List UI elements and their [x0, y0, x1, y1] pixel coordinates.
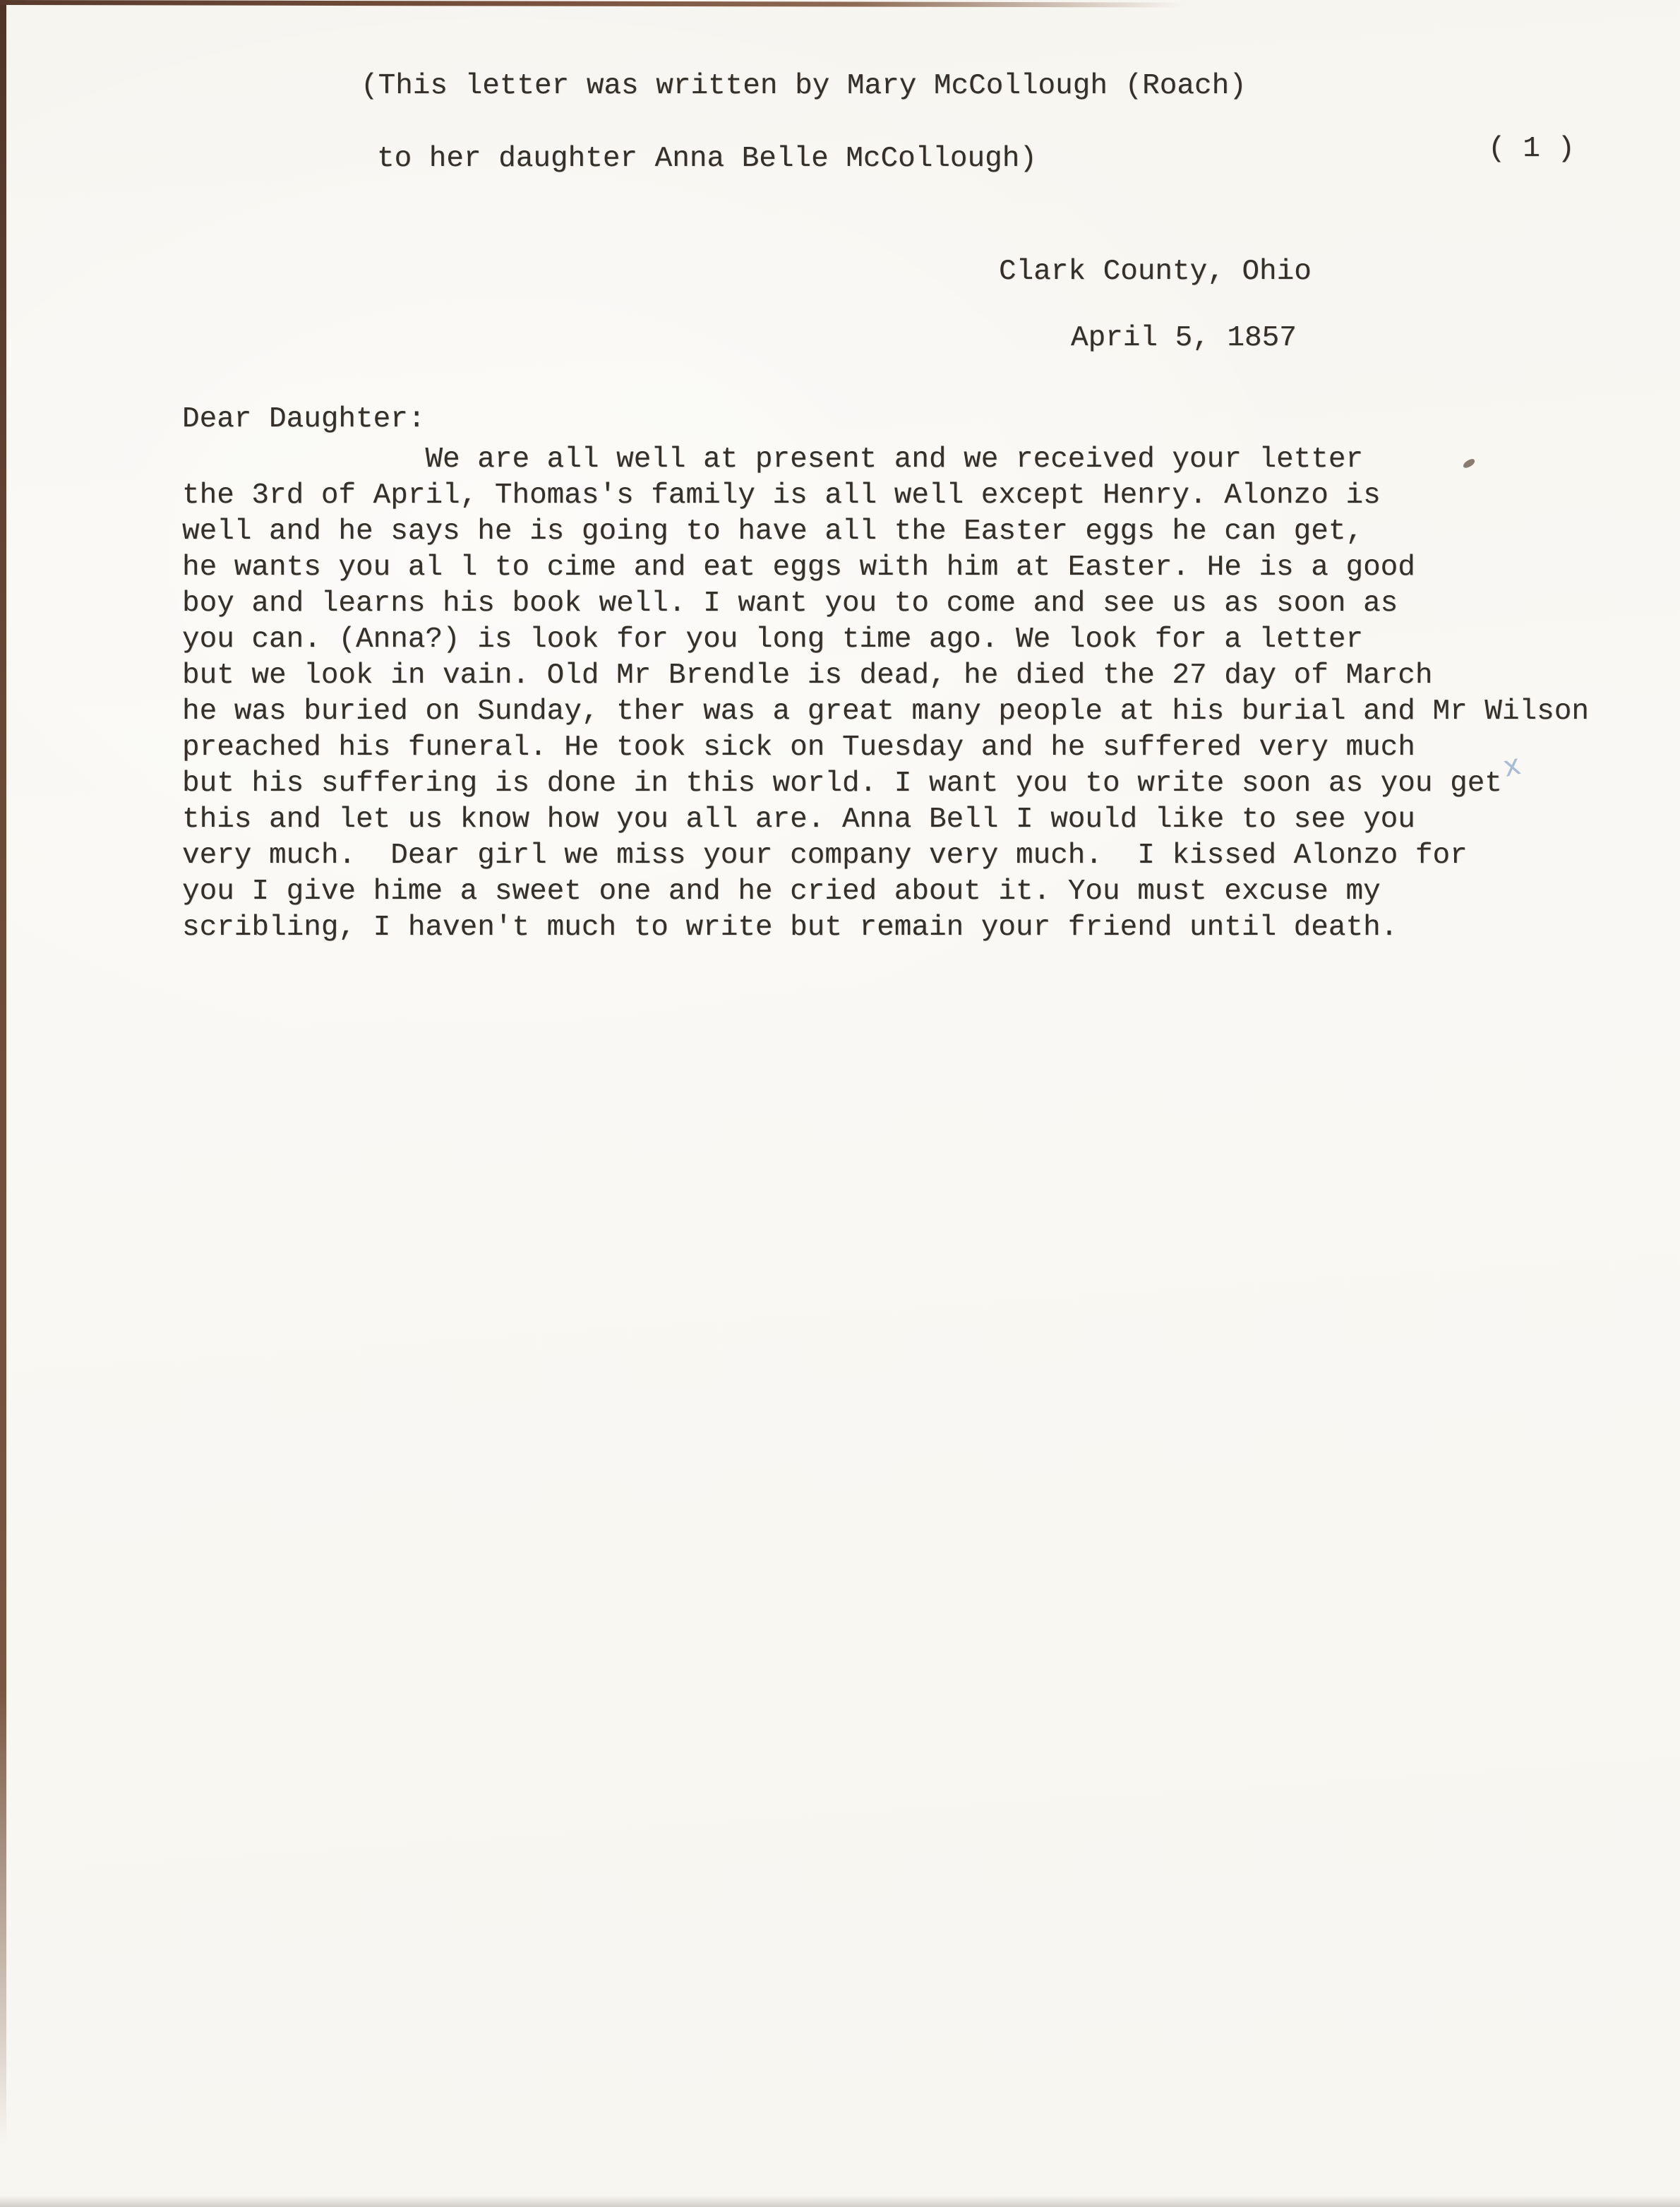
- scan-edge-left: [0, 0, 6, 2167]
- stray-ink-mark-blue: x: [1500, 748, 1524, 784]
- letter-line: well and he says he is going to have all the Easter eggs he can get,: [182, 515, 1364, 548]
- letter-line: very much. Dear girl we miss your company very much. I kissed Alonzo for: [182, 839, 1468, 872]
- dateline-date: April 5, 1857: [1071, 322, 1297, 354]
- letter-line: he wants you al l to cime and eat eggs with him at Easter. He is a good: [182, 551, 1415, 584]
- letter-line: We are all well at present and we received your letter: [182, 443, 1364, 476]
- letter-line: this and let us know how you all are. Anna Bell I would like to see you: [182, 803, 1415, 836]
- letter-line: the 3rd of April, Thomas's family is all well except Henry. Alonzo is: [182, 479, 1381, 512]
- letter-line: but his suffering is done in this world. I want you to write soon as you get: [182, 767, 1502, 800]
- page-number: ( 1 ): [1488, 133, 1576, 165]
- scan-edge-top: [0, 0, 1221, 8]
- letter-line: you I give hime a sweet one and he cried about it. You must excuse my: [182, 875, 1381, 908]
- scan-edge-bottom: [0, 2196, 1680, 2207]
- letter-line: he was buried on Sunday, ther was a great many people at his burial and Mr Wilson: [182, 695, 1589, 728]
- header-note-line2: to her daughter Anna Belle McCollough): [377, 143, 1037, 175]
- letter-line: but we look in vain. Old Mr Brendle is dead, he died the 27 day of March: [182, 659, 1433, 692]
- header-note-line1: (This letter was written by Mary McCollough (Roach): [361, 70, 1247, 102]
- letter-line: you can. (Anna?) is look for you long time ago. We look for a letter: [182, 623, 1364, 656]
- letter-line: boy and learns his book well. I want you to come and see us as soon as: [182, 587, 1398, 620]
- letter-body: [182, 442, 1589, 946]
- salutation: Dear Daughter:: [182, 403, 426, 436]
- letter-line: preached his funeral. He took sick on Tuesday and he suffered very much: [182, 731, 1415, 764]
- letter-line: scribling, I haven't much to write but remain your friend until death.: [182, 911, 1398, 944]
- dateline-place: Clark County, Ohio: [999, 256, 1312, 288]
